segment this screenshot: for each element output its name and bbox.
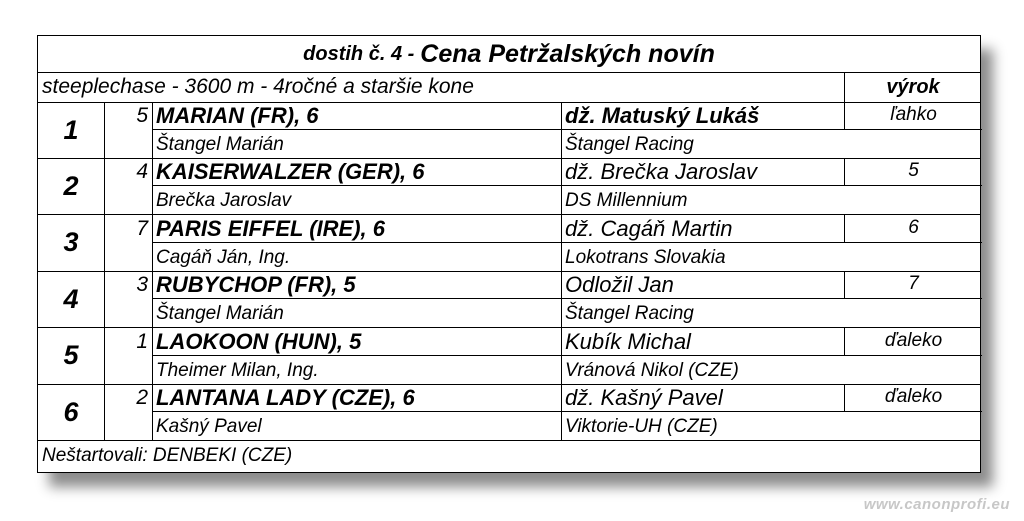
race-result-card	[37, 35, 981, 473]
jockey-name: dž. Cagáň Martin	[562, 215, 844, 243]
horse-name: LANTANA LADY (CZE), 6	[153, 384, 562, 412]
result-margin: ďaleko	[844, 384, 982, 412]
result-margin: 7	[844, 271, 982, 299]
watermark: www.canonprofi.eu	[863, 496, 1010, 513]
owner-name: Vránová Nikol (CZE)	[565, 359, 739, 381]
trainer-name: Štangel Marián	[153, 299, 562, 327]
horse-name: RUBYCHOP (FR), 5	[153, 271, 562, 299]
start-number: 1	[105, 328, 153, 384]
start-number: 5	[105, 102, 153, 158]
owner-name: Lokotrans Slovakia	[565, 246, 726, 268]
entry-row	[38, 102, 980, 159]
position-number: 3	[38, 215, 105, 271]
position-number: 5	[38, 328, 105, 384]
entry-row	[38, 215, 980, 272]
entry-row	[38, 158, 980, 215]
start-number: 7	[105, 215, 153, 271]
horse-name: KAISERWALZER (GER), 6	[153, 158, 562, 186]
jockey-name: dž. Matuský Lukáš	[562, 102, 844, 130]
result-margin: 5	[844, 158, 982, 186]
entry-row	[38, 384, 980, 441]
non-starters: Neštartovali: DENBEKI (CZE)	[42, 445, 293, 466]
position-number: 6	[38, 384, 105, 440]
trainer-name: Štangel Marián	[153, 130, 562, 158]
horse-name: PARIS EIFFEL (IRE), 6	[153, 215, 562, 243]
race-conditions-row	[38, 72, 980, 103]
result-header: výrok	[844, 72, 981, 102]
trainer-name: Brečka Jaroslav	[153, 186, 562, 214]
trainer-name: Kašný Pavel	[153, 412, 562, 440]
race-name: Cena Petržalských novín	[420, 39, 715, 68]
owner-name: Štangel Racing	[565, 303, 694, 325]
owner-name: Viktorie-UH (CZE)	[565, 416, 718, 437]
position-number: 1	[38, 102, 105, 158]
start-number: 3	[105, 271, 153, 327]
race-conditions: steeplechase - 3600 m - 4ročné a staršie kone	[42, 75, 474, 98]
jockey-name: dž. Brečka Jaroslav	[562, 158, 844, 186]
race-number: dostih č. 4 -	[303, 42, 415, 65]
entry-row	[38, 271, 980, 328]
result-margin: ľahko	[844, 102, 982, 130]
position-number: 2	[38, 158, 105, 214]
owner-name: Štangel Racing	[565, 134, 694, 155]
result-margin: 6	[844, 215, 982, 243]
entry-row	[38, 328, 980, 385]
start-number: 4	[105, 158, 153, 214]
horse-name: MARIAN (FR), 6	[153, 102, 562, 130]
jockey-name: Odložil Jan	[562, 271, 844, 299]
race-title	[38, 36, 980, 73]
jockey-name: dž. Kašný Pavel	[562, 384, 844, 412]
position-number: 4	[38, 271, 105, 327]
trainer-name: Theimer Milan, Ing.	[153, 356, 562, 384]
horse-name: LAOKOON (HUN), 5	[153, 328, 562, 356]
jockey-name: Kubík Michal	[562, 328, 844, 356]
trainer-name: Cagáň Ján, Ing.	[153, 243, 562, 271]
start-number: 2	[105, 384, 153, 440]
owner-name: DS Millennium	[565, 190, 688, 212]
result-margin: ďaleko	[844, 328, 982, 356]
